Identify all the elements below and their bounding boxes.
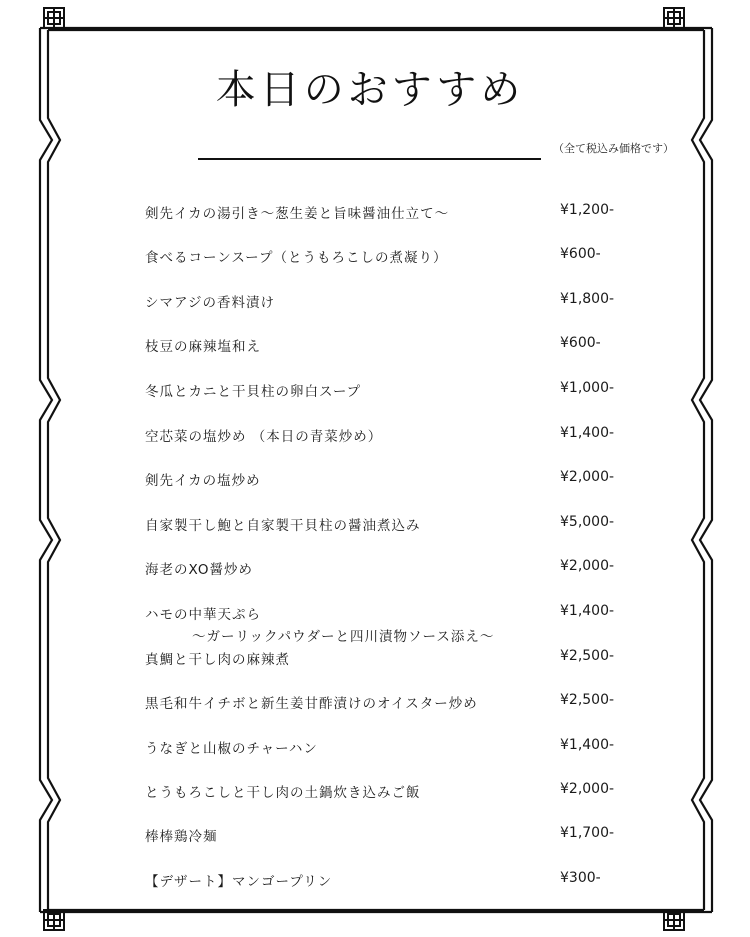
menu-item (145, 291, 625, 315)
menu-item (145, 380, 625, 404)
tax-note: （全て税込み価格です） (553, 142, 674, 155)
corner-knot-top-right (664, 8, 684, 28)
right-border-inner (692, 30, 704, 910)
left-border-inner (48, 30, 60, 910)
menu-item-name: 冬瓜とカニと干貝柱の卵白スープ (145, 384, 362, 400)
menu-item (145, 825, 625, 849)
menu-item-name: 海老のXO醤炒め (145, 562, 254, 578)
menu-item-name: 黒毛和牛イチボと新生姜甘酢漬けのオイスター炒め (145, 696, 478, 712)
menu-item-name: シマアジの香料漬け (145, 295, 275, 311)
menu-item-name: とうもろこしと干し肉の土鍋炊き込みご飯 (145, 785, 421, 801)
title-underline (198, 158, 541, 160)
menu-item (145, 514, 625, 538)
menu-item-price: ¥1,700- (560, 825, 615, 841)
menu-item-price: ¥1,400- (560, 425, 615, 441)
corner-knot-top-left (44, 8, 64, 28)
menu-item-price: ¥2,500- (560, 648, 615, 664)
menu-item-name: 棒棒鶏冷麺 (145, 829, 218, 845)
menu-title: 本日のおすすめ (215, 67, 525, 113)
menu-item-price: ¥2,000- (560, 558, 615, 574)
menu-item-name: 空芯菜の塩炒め （本日の青菜炒め） (145, 429, 383, 445)
menu-item-name: 自家製干し鮑と自家製干貝柱の醤油煮込み (145, 518, 421, 534)
menu-item (145, 558, 625, 582)
menu-item-name: 剣先イカの湯引き〜葱生姜と旨味醤油仕立て〜 (145, 206, 450, 222)
menu-item-price: ¥2,000- (560, 781, 615, 797)
corner-knot-bottom-left (44, 910, 64, 930)
menu-item-subtitle: 〜ガーリックパウダーと四川漬物ソース添え〜 (192, 629, 495, 645)
menu-item (145, 737, 625, 761)
right-border-outer (700, 28, 712, 912)
menu-item (145, 781, 625, 805)
corner-knot-bottom-right (664, 910, 684, 930)
menu-item (145, 469, 625, 493)
menu-item-name: ハモの中華天ぷら (145, 607, 261, 623)
menu-item-price: ¥5,000- (560, 514, 615, 530)
menu-item (145, 335, 625, 359)
menu-item-price: ¥2,500- (560, 692, 615, 708)
menu-item (145, 202, 625, 226)
menu-item-price: ¥600- (560, 335, 601, 351)
menu-item-name: 剣先イカの塩炒め (145, 473, 261, 489)
menu-item-price: ¥600- (560, 246, 601, 262)
menu-item (145, 692, 625, 716)
menu-item-price: ¥1,000- (560, 380, 615, 396)
menu-item-name: 真鯛と干し肉の麻辣煮 (145, 652, 290, 668)
menu-item-price: ¥300- (560, 870, 601, 886)
menu-item-name: 枝豆の麻辣塩和え (145, 339, 261, 355)
menu-item-name: うなぎと山椒のチャーハン (145, 741, 318, 757)
menu-item (145, 870, 625, 894)
menu-item-price: ¥1,400- (560, 603, 615, 619)
menu-item-name: 【デザート】マンゴープリン (145, 874, 333, 890)
menu-item-price: ¥2,000- (560, 469, 615, 485)
menu-item (145, 425, 625, 449)
left-border-outer (40, 28, 52, 912)
menu-item-price: ¥1,400- (560, 737, 615, 753)
menu-item-price: ¥1,800- (560, 291, 615, 307)
menu-item (145, 246, 625, 270)
menu-item (145, 603, 625, 647)
menu-item-name: 食べるコーンスープ（とうもろこしの煮凝り） (145, 250, 448, 266)
menu-item (145, 648, 625, 672)
menu-item-price: ¥1,200- (560, 202, 615, 218)
